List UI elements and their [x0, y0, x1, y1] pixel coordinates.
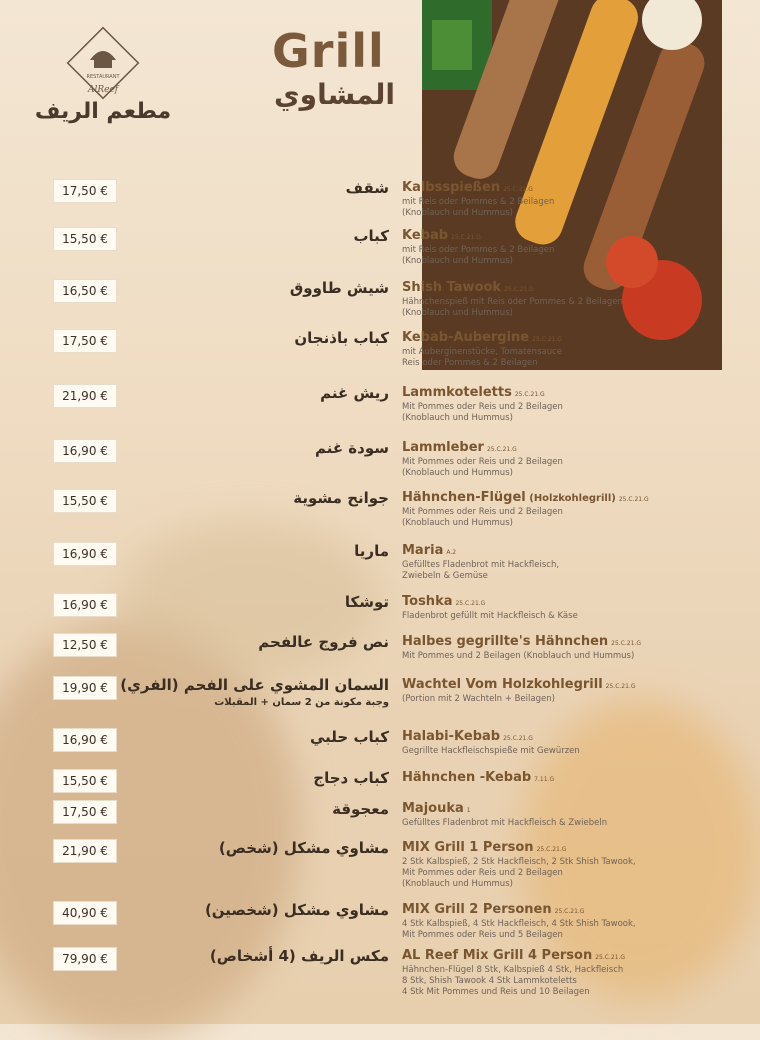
item-name-arabic: السمان المشوي على الفحم (الفري) — [120, 676, 389, 694]
item-name-text: MIX Grill 2 Personen — [402, 902, 552, 917]
page-title-arabic: المشاوي — [274, 78, 395, 111]
item-name — [402, 228, 702, 243]
allergen-code: 25.C.21.G — [486, 446, 517, 453]
allergen-code: 25.C.21.G — [536, 846, 567, 853]
item-name — [402, 490, 702, 505]
item-name-arabic: ماريا — [354, 542, 389, 560]
allergen-code: 25.C.21.G — [611, 640, 642, 647]
price-tag: 40,90 € — [54, 902, 116, 924]
item-name-text: Halbes gegrillte's Hähnchen — [402, 634, 609, 649]
item-name-extra: (Holzkohlegrill) — [525, 493, 616, 504]
item-details — [402, 543, 702, 582]
item-description — [402, 560, 702, 582]
allergen-code: 25.C.21.G — [451, 234, 481, 241]
item-name-arabic: جوانح مشوية — [293, 489, 389, 507]
item-description — [402, 347, 702, 369]
item-name-arabic: معجوقة — [332, 800, 389, 818]
allergen-code: 25.C.21.G — [504, 286, 534, 293]
allergen-code: 25.C.21.G — [503, 735, 533, 742]
allergen-code: 25.C.21.G — [554, 908, 585, 915]
item-name — [402, 385, 702, 400]
allergen-code: 25.C.21.G — [514, 391, 545, 398]
item-name — [402, 801, 702, 816]
item-name — [402, 948, 702, 963]
price-tag: 16,90 € — [54, 440, 116, 462]
item-subtitle-arabic: وجبة مكونة من 2 سمان + المقبلات — [214, 697, 389, 708]
item-description — [402, 694, 702, 705]
item-details — [402, 594, 702, 622]
item-description — [402, 965, 702, 998]
item-name-text: MIX Grill 1 Person — [402, 840, 534, 855]
price-tag: 16,50 € — [54, 280, 116, 302]
item-name — [402, 594, 702, 609]
price-tag: 17,50 € — [54, 801, 116, 823]
item-details — [402, 228, 702, 267]
item-description — [402, 245, 702, 267]
item-details — [402, 801, 702, 829]
price-tag: 15,50 € — [54, 770, 116, 792]
item-name-text: Majouka — [402, 801, 464, 816]
item-name-arabic: مكس الريف (4 أشخاص) — [209, 947, 389, 965]
description-line: mit Reis oder Pommes & 2 Beilagen — [402, 197, 555, 207]
item-name — [402, 330, 702, 345]
page-title: Grill — [272, 24, 385, 78]
item-details — [402, 280, 702, 319]
description-line: 2 Stk Kalbspieß, 2 Stk Hackfleisch, 2 Stk Shish Tawook, — [402, 857, 636, 867]
price-tag: 16,90 € — [54, 729, 116, 751]
allergen-code: 25.C.21.G — [618, 496, 649, 503]
price-tag: 17,50 € — [54, 330, 116, 352]
item-name — [402, 543, 702, 558]
item-details — [402, 385, 702, 424]
item-description — [402, 857, 702, 890]
item-details — [402, 902, 702, 941]
description-line: (Knoblauch und Hummus) — [402, 208, 513, 218]
description-line: 4 Stk Kalbspieß, 4 Stk Hackfleisch, 4 Stk Shish Tawook, — [402, 919, 636, 929]
price-tag: 19,90 € — [54, 677, 116, 699]
item-name — [402, 770, 702, 785]
description-line: Mit Pommes oder Reis und 5 Beilagen — [402, 930, 563, 940]
price-tag: 15,50 € — [54, 228, 116, 250]
item-description — [402, 197, 702, 219]
item-name — [402, 840, 702, 855]
item-name — [402, 634, 702, 649]
description-line: (Knoblauch und Hummus) — [402, 308, 513, 318]
item-name-arabic: كباب حلبي — [309, 728, 389, 746]
allergen-code: 25.C.21.G — [532, 336, 562, 343]
item-name-text: Maria — [402, 543, 444, 558]
item-description — [402, 919, 702, 941]
price-tag: 17,50 € — [54, 180, 116, 202]
svg-text:RESTAURANT: RESTAURANT — [86, 74, 120, 80]
item-details — [402, 770, 702, 785]
description-line: Fladenbrot gefüllt mit Hackfleisch & Käse — [402, 611, 578, 621]
description-line: 8 Stk, Shish Tawook 4 Stk Lammkoteletts — [402, 976, 577, 986]
description-line: (Knoblauch und Hummus) — [402, 413, 513, 423]
description-line: 4 Stk Mit Pommes und Reis und 10 Beilagen — [402, 987, 590, 997]
item-name — [402, 902, 702, 917]
item-name — [402, 280, 702, 295]
description-line: mit Reis oder Pommes & 2 Beilagen — [402, 245, 555, 255]
price-tag: 79,90 € — [54, 948, 116, 970]
description-line: Hähnchenspieß mit Reis oder Pommes & 2 Beilagen — [402, 297, 623, 307]
item-details — [402, 948, 702, 998]
description-line: Gegrillte Hackfleischspieße mit Gewürzen — [402, 746, 580, 756]
item-name-text: Wachtel Vom Holzkohlegrill — [402, 677, 603, 692]
description-line: (Knoblauch und Hummus) — [402, 468, 513, 478]
description-line: (Knoblauch und Hummus) — [402, 879, 513, 889]
item-name-arabic: شقف — [345, 179, 389, 197]
item-details — [402, 490, 702, 529]
description-line: Mit Pommes oder Reis und 2 Beilagen — [402, 507, 563, 517]
item-description — [402, 297, 702, 319]
price-tag: 16,90 € — [54, 594, 116, 616]
description-line: Reis oder Pommes & 2 Beilagen — [402, 358, 538, 368]
item-name-text: Hähnchen -Kebab — [402, 770, 532, 785]
item-name-arabic: كباب — [353, 227, 389, 245]
item-name-text: Lammkoteletts — [402, 385, 512, 400]
description-line: (Knoblauch und Hummus) — [402, 256, 513, 266]
item-name-text: Kalbsspießen — [402, 180, 501, 195]
allergen-code: A.2 — [446, 549, 457, 556]
item-description — [402, 507, 702, 529]
item-description — [402, 746, 702, 757]
item-description — [402, 611, 702, 622]
allergen-code: 25.C.21.G — [605, 683, 636, 690]
item-name-arabic: كباب دجاج — [313, 769, 389, 787]
price-tag: 16,90 € — [54, 543, 116, 565]
item-description — [402, 457, 702, 479]
item-name-text: Shish Tawook — [402, 280, 502, 295]
item-name-arabic: توشكا — [344, 593, 389, 611]
item-name-text: Kebab-Aubergine — [402, 330, 530, 345]
item-details — [402, 330, 702, 369]
item-description — [402, 651, 702, 662]
item-name-arabic: سودة غنم — [314, 439, 389, 457]
price-tag: 15,50 € — [54, 490, 116, 512]
description-line: (Portion mit 2 Wachteln + Beilagen) — [402, 694, 555, 704]
price-tag: 12,50 € — [54, 634, 116, 656]
item-description — [402, 818, 702, 829]
svg-text:AlReef: AlReef — [88, 85, 119, 95]
description-line: Gefülltes Fladenbrot mit Hackfleisch, — [402, 560, 560, 570]
item-details — [402, 677, 702, 705]
item-name-text: Lammleber — [402, 440, 484, 455]
item-details — [402, 440, 702, 479]
item-name — [402, 180, 702, 195]
description-line: Zwiebeln & Gemüse — [402, 571, 488, 581]
description-line: Mit Pommes und 2 Beilagen (Knoblauch und Hummus) — [402, 651, 635, 661]
allergen-code: 7.11.G — [534, 776, 555, 783]
description-line: mit Auberginenstücke, Tomatensauce — [402, 347, 562, 357]
description-line: (Knoblauch und Hummus) — [402, 518, 513, 528]
allergen-code: 25.C.21.G — [595, 954, 626, 961]
item-name-arabic: مشاوي مشكل (شخصين) — [204, 901, 389, 919]
item-name-text: Hähnchen-Flügel — [402, 490, 526, 505]
item-name-text: Kebab — [402, 228, 449, 243]
item-name-arabic: ريش غنم — [320, 384, 389, 402]
item-name-arabic: كباب باذنجان — [294, 329, 389, 347]
description-line: Gefülltes Fladenbrot mit Hackfleisch & Zwiebeln — [402, 818, 608, 828]
description-line: Mit Pommes oder Reis und 2 Beilagen — [402, 402, 563, 412]
allergen-code: 25.C.21.G — [455, 600, 486, 607]
item-name-arabic: شيش طاووق — [289, 279, 389, 297]
allergen-code: 1 — [466, 807, 471, 814]
item-name-arabic: مشاوي مشكل (شخص) — [218, 839, 389, 857]
item-name-text: Toshka — [402, 594, 453, 609]
description-line: Mit Pommes oder Reis und 2 Beilagen — [402, 457, 563, 467]
svg-text:مطعم الريف: مطعم الريف — [34, 99, 172, 124]
description-line: Hähnchen-Flügel 8 Stk, Kalbspieß 4 Stk, Hackfleisch — [402, 965, 624, 975]
item-description — [402, 402, 702, 424]
description-line: Mit Pommes oder Reis und 2 Beilagen — [402, 868, 563, 878]
item-name — [402, 677, 702, 692]
item-name — [402, 440, 702, 455]
item-name — [402, 729, 702, 744]
item-name-arabic: نص فروج عالفحم — [258, 633, 389, 651]
item-name-text: Halabi-Kebab — [402, 729, 501, 744]
item-details — [402, 840, 702, 890]
item-details — [402, 634, 702, 662]
item-details — [402, 729, 702, 757]
item-details — [402, 180, 702, 219]
price-tag: 21,90 € — [54, 840, 116, 862]
item-name-text: AL Reef Mix Grill 4 Person — [402, 948, 593, 963]
allergen-code: 25.C.21.G — [503, 186, 533, 193]
price-tag: 21,90 € — [54, 385, 116, 407]
